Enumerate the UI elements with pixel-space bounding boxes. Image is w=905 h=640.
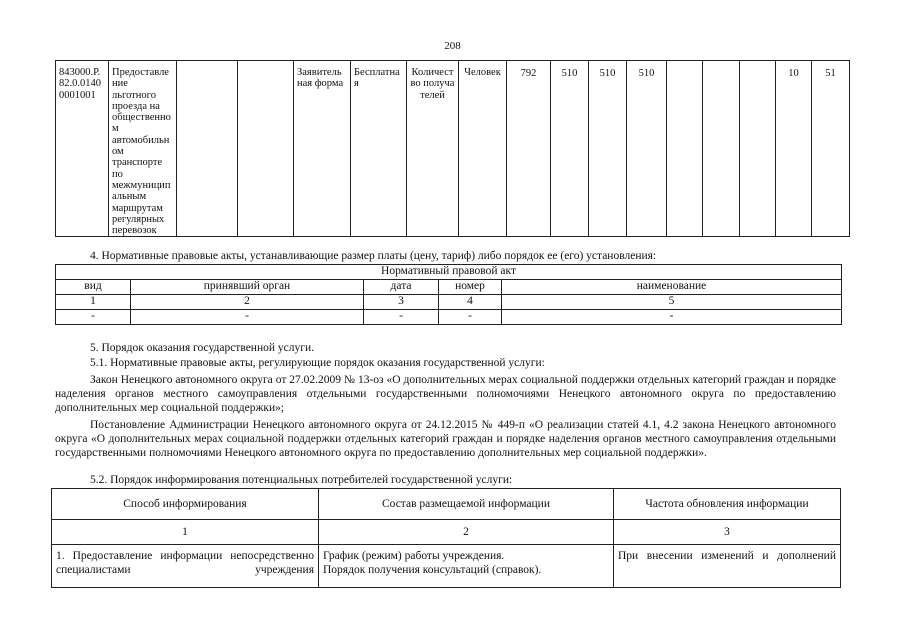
page-number: 208 — [444, 40, 461, 52]
column-header: Частота обновления информации — [614, 489, 841, 520]
informing-method-text: 1. Предоставление информации непосредственно специалистами учреждения — [56, 550, 314, 576]
section-4-heading: 4. Нормативные правовые акты, устанавливающие размер платы (цену, тариф) либо порядок ее (его) установления: — [90, 250, 657, 262]
column-header: дата — [364, 280, 439, 295]
column-number: 3 — [614, 520, 841, 545]
service-indicators-table — [55, 60, 850, 237]
value-cell — [703, 61, 740, 237]
column-number: 3 — [364, 295, 439, 310]
column-header: наименование — [502, 280, 842, 295]
column-header: вид — [56, 280, 131, 295]
value-cell: 510 — [627, 61, 667, 237]
table-row — [56, 295, 842, 310]
column-number: 2 — [319, 520, 614, 545]
value-cell: 10 — [776, 61, 812, 237]
informing-frequency-cell — [614, 545, 841, 588]
column-number: 4 — [439, 295, 502, 310]
table-cell: - — [131, 310, 364, 325]
informing-method-cell — [52, 545, 319, 588]
column-number: 2 — [131, 295, 364, 310]
table-header-row — [52, 489, 841, 520]
law-paragraph-1: Закон Ненецкого автономного округа от 27.02.2009 № 13-оз «О дополнительных мерах социальной поддержки отдельных категорий граждан и порядке наделения органов местного самоуправления отдельными государственными полномочиями Ненецкого автономного округа по предоставлению дополнительных мер социальной поддержки»; — [55, 374, 836, 414]
indicator-cell: Количество получателей — [407, 61, 459, 237]
service-name-cell: Предоставление льготного проезда на общественном автомобильном транспорте по межмуниципальным маршрутам регулярных перевозок — [109, 61, 177, 237]
informing-content-line: График (режим) работы учреждения. — [323, 550, 505, 562]
informing-table — [51, 488, 841, 588]
payment-cell: Бесплатная — [351, 61, 407, 237]
column-header: принявший орган — [131, 280, 364, 295]
legal-acts-table — [55, 264, 842, 325]
unit-cell: Человек — [459, 61, 507, 237]
column-header: номер — [439, 280, 502, 295]
section-5-heading: 5. Порядок оказания государственной услуги. — [90, 342, 314, 354]
value-cell — [667, 61, 703, 237]
table-row — [52, 545, 841, 588]
table-cell: - — [56, 310, 131, 325]
table-cell: - — [502, 310, 842, 325]
table-row — [56, 310, 842, 325]
law-paragraph-2: Постановление Администрации Ненецкого автономного округа от 24.12.2015 № 449-п «О реализации статей 4.1, 4.2 закона Ненецкого автономного округа «О дополнительных мерах социальной поддержки отдельных категорий граждан и порядке наделения органов местного самоуправления отдельными государственными полномочиями Ненецкого автономного округа по предоставлению дополнительных мер социальной поддержки». — [55, 419, 836, 459]
table-title: Нормативный правовой акт — [56, 265, 842, 280]
table-cell: - — [364, 310, 439, 325]
column-header: Состав размещаемой информации — [319, 489, 614, 520]
okei-cell: 792 — [507, 61, 551, 237]
table-row — [56, 265, 842, 280]
column-number: 1 — [56, 295, 131, 310]
section-5-2-heading: 5.2. Порядок информирования потенциальных потребителей государственной услуги: — [90, 474, 513, 486]
value-cell — [740, 61, 776, 237]
column-number: 5 — [502, 295, 842, 310]
table-row — [52, 520, 841, 545]
value-cell: 510 — [551, 61, 589, 237]
empty-cell — [177, 61, 238, 237]
form-cell: Заявительная форма — [294, 61, 351, 237]
registry-code-cell: 843000.Р.82.0.0140 0001001 — [56, 61, 109, 237]
table-cell: - — [439, 310, 502, 325]
informing-content-cell — [319, 545, 614, 588]
section-5-1-heading: 5.1. Нормативные правовые акты, регулирующие порядок оказания государственной услуги: — [90, 357, 545, 369]
value-cell: 51 — [812, 61, 850, 237]
table-header-row — [56, 280, 842, 295]
informing-frequency-text: При внесении изменений и дополнений — [618, 550, 836, 562]
table-row — [56, 61, 850, 237]
informing-content-line: Порядок получения консультаций (справок). — [323, 564, 542, 576]
column-number: 1 — [52, 520, 319, 545]
value-cell: 510 — [589, 61, 627, 237]
empty-cell — [238, 61, 294, 237]
column-header: Способ информирования — [52, 489, 319, 520]
